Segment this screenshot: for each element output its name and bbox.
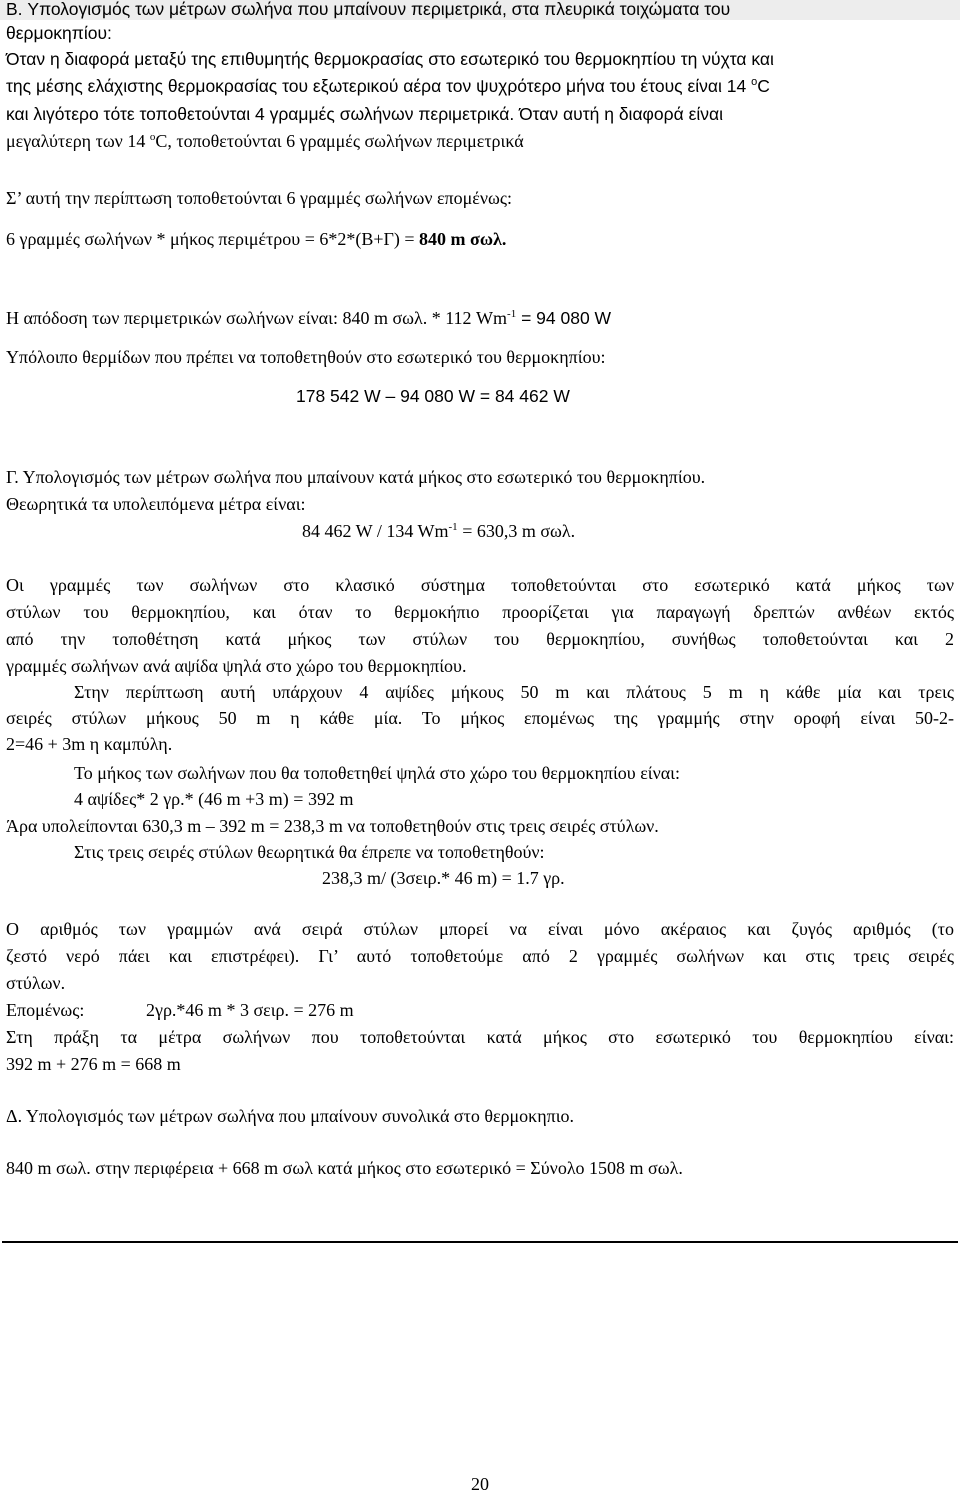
section-b-line (6, 130, 954, 152)
formula-text: 2γρ.*46 m * 3 σειρ. = 276 m (146, 1000, 354, 1020)
paragraph-line: γραμμές σωλήνων ανά αψίδα ψηλά στο χώρο του θερμοκηπίου. (6, 656, 467, 676)
section-b-line-text: C, τοποθετούνται 6 γραμμές σωλήνων περιμετρικά (155, 131, 524, 151)
section-b-line: Σ’ αυτή την περίπτωση τοποθετούνται 6 γραμμές σωλήνων επομένως: (6, 188, 512, 208)
paragraph-line: Το μήκος των σωλήνων που θα τοποθετηθεί ψηλά στο χώρο του θερμοκηπίου είναι: (74, 763, 681, 783)
paragraph-line: Στη πράξη τα μέτρα σωλήνων που τοποθετούνται κατά μήκος στο εσωτερικό του θερμοκηπίου είναι: (6, 1027, 954, 1047)
paragraph-line: Άρα υπολείπονται 630,3 m – 392 m = 238,3 m να τοποθετηθούν στις τρεις σειρές στύλων. (6, 816, 659, 836)
paragraph-line (6, 999, 954, 1021)
degree-sup: ο (149, 131, 156, 143)
paragraph-line: Στις τρεις σειρές στύλων θεωρητικά θα έπρεπε να τοποθετηθούν: (74, 842, 545, 862)
section-d-summary: 840 m σωλ. στην περιφέρεια + 668 m σωλ κατά μήκος στο εσωτερικό = Σύνολο 1508 m σωλ. (6, 1158, 683, 1178)
section-b-heading-text: B. Υπολογισμός των μέτρων σωλήνα που μπαίνουν περιμετρικά, στα πλευρικά τοιχώματα του (6, 0, 731, 19)
page-number: 20 (471, 1474, 489, 1494)
formula-result: 840 m σωλ. (419, 229, 507, 249)
section-b-line (6, 75, 954, 97)
paragraph-line: 238,3 m/ (3σειρ.* 46 m) = 1.7 γρ. (322, 868, 565, 888)
paragraph-line: σειρές στύλων μήκους 50 m η κάθε μία. Το μήκος επομένως της γραμμής στην οροφή είναι 50-2- (6, 708, 954, 728)
footer-divider (2, 1241, 958, 1243)
paragraph-line: 2=46 + 3m η καμπύλη. (6, 734, 173, 754)
section-c-line: Θεωρητικά τα υπολειπόμενα μέτρα είναι: (6, 494, 306, 514)
paragraph-line: Ο αριθμός των γραμμών ανά σειρά στύλων μπορεί να είναι μόνο ακέραιος και ζυγός αριθμός (το (6, 919, 954, 939)
section-b-line (6, 307, 954, 329)
section-b-line-text: C (757, 76, 770, 96)
section-b-heading (0, 0, 960, 20)
section-d-heading: Δ. Υπολογισμός των μέτρων σωλήνα που μπαίνουν συνολικά στο θερμοκηπιο. (6, 1106, 575, 1126)
formula-text: 84 462 W / 134 Wm (302, 521, 449, 541)
paragraph-line: από την τοποθέτηση κατά μήκος των στύλων του θερμοκηπίου, συνήθως τοποθετούνται και 2 (6, 629, 954, 649)
formula-text: = 630,3 m σωλ. (457, 521, 576, 541)
section-c-formula (302, 520, 902, 542)
section-b-result: = 94 080 W (516, 308, 612, 328)
section-b-line: Υπόλοιπο θερμίδων που πρέπει να τοποθετηθούν στο εσωτερικό του θερμοκηπίου: (6, 347, 606, 367)
section-c-heading: Γ. Υπολογισμός των μέτρων σωλήνα που μπαίνουν κατά μήκος στο εσωτερικό του θερμοκηπίου. (6, 467, 706, 487)
paragraph-line: Στην περίπτωση αυτή υπάρχουν 4 αψίδες μήκους 50 m και πλάτους 5 m η κάθε μία και τρεις (74, 682, 954, 702)
section-b-line-text: και λιγότερο τότε τοποθετούνται 4 γραμμές σωλήνων περιμετρικά. (6, 104, 520, 124)
paragraph-line: 4 αψίδες* 2 γρ.* (46 m +3 m) = 392 m (74, 789, 354, 809)
label-text: Επομένως: (6, 1000, 85, 1020)
section-b-line-text: Όταν αυτή η διαφορά είναι (519, 104, 724, 124)
section-b-line-text: Η απόδοση των περιμετρικών σωλήνων είναι: 840 m σωλ. * 112 Wm (6, 308, 508, 328)
section-b-formula (6, 228, 954, 250)
section-b-line-text: της μέσης ελάχιστης θερμοκρασίας του εξωτερικού αέρα τον ψυχρότερο μήνα του έτους είναι 14 (6, 76, 752, 96)
exponent-sup: -1 (507, 308, 517, 320)
formula-text: 6 γραμμές σωλήνων * μήκος περιμέτρου = 6*2*(Β+Γ) = (6, 229, 420, 249)
paragraph-line: Οι γραμμές των σωλήνων στο κλασικό σύστημα τοποθετούνται στο εσωτερικό κατά μήκος των (6, 575, 954, 595)
section-b-line-text: μεγαλύτερη των 14 (6, 131, 150, 151)
section-b-result-line: 178 542 W – 94 080 W = 84 462 W (296, 386, 570, 406)
section-b-line: θερμοκηπίου: (6, 23, 112, 43)
paragraph-line: στύλων του θερμοκηπίου, και όταν το θερμοκήπιο προορίζεται για παραγωγή δρεπτών ανθέων εκτός (6, 602, 954, 622)
section-b-line (6, 103, 954, 125)
section-b-line: Όταν η διαφορά μεταξύ της επιθυμητής θερμοκρασίας στο εσωτερικό του θερμοκηπίου τη νύχτα και (6, 49, 774, 69)
exponent-sup: -1 (448, 521, 458, 533)
degree-sup: o (751, 76, 758, 88)
paragraph-line: ζεστό νερό πάει και επιστρέφει). Γι’ αυτό τοποθετούμε από 2 γραμμές σωλήνων και στις τρεις σειρές (6, 946, 954, 966)
paragraph-line: στύλων. (6, 973, 66, 993)
paragraph-line: 392 m + 276 m = 668 m (6, 1054, 181, 1074)
